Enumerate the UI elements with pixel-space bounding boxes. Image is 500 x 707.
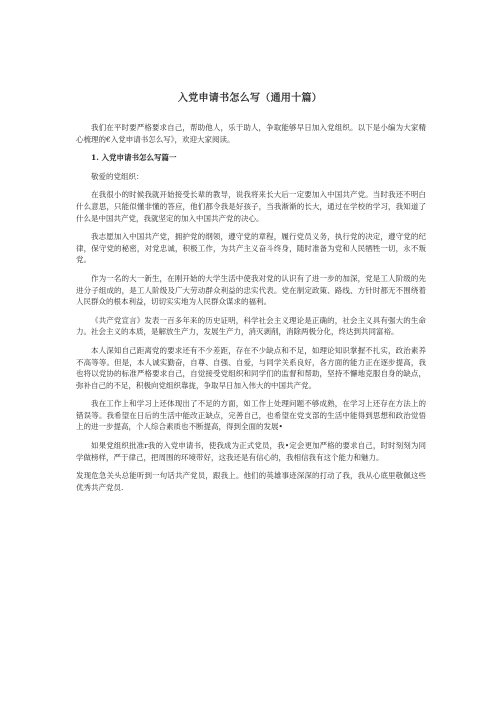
body-paragraph: 作为一名的大一新生，在刚开始的大学生活中使我对党的认识有了进一步的加深，党是工人阶级的先进分子组成的，是工人阶级及广大劳动群众利益的忠实代表。党在制定政策、路线、方针时都无不围绕着人民群众的根本利益，切切实实地为人民群众谋求的福利。 <box>76 273 426 307</box>
section-heading: 1. 入党申请书怎么写篇一 <box>91 153 177 163</box>
body-paragraph: 在我很小的时候我就开始接受长辈的教导，说我将来长大后一定要加入中国共产党。当时我还不明白什么意思，只能似懂非懂的答应，他们都令我是好孩子，当我渐渐的长大，通过在学校的学习，我知道了什么是中国共产党，我就坚定的加入中国共产党的决心。 <box>76 190 426 223</box>
document-title: 入党申请书怎么写（通用十篇） <box>177 93 323 104</box>
document-body <box>76 122 426 500</box>
body-paragraph: 本人深知自己距离党的要求还有不少差距，存在不少缺点和不足，如理论知识掌握不扎实，政治素养不高等等。但是，本人诚实勤奋，自尊、自强、自爱，与同学关系良好，各方面的能力正在逐步提高，我也将以党协的标准严格要求自己，自觉接受党组织和同学们的监督和帮助，坚持不懈地克服自身的缺点，弥补自己的不足，积极向党组织靠拢，争取早日加入伟大的中国共产党。 <box>76 345 426 390</box>
closing-paragraph: 发现危急关头总能听到一句话共产党员，跟我上。他们的英雄事迹深深的打动了我，我从心底里敬佩这些优秀共产党员. <box>76 471 426 492</box>
body-paragraph: 我志愿加入中国共产党，拥护党的纲领，遵守党的章程，履行党员义务，执行党的决定，遵守党的纪律，保守党的秘密，对党忠诚，积极工作，为共产主义奋斗终身，随时准备为党和人民牺牲一切，永不叛党。 <box>76 232 426 265</box>
intro-paragraph: 我们在平时要严格要求自己，帮助他人，乐于助人，争取能够早日加入党组织。以下是小编为大家精心梳理的€入党申请书怎么写》，欢迎大家阅读。 <box>76 123 426 144</box>
body-paragraph: 《共产党宣言》发表一百多年来的历史证明，科学社会主义理论是正确的，社会主义具有强大的生命力。社会主义的本质，是解放生产力，发展生产力，消灭剥削，消除两极分化，终达到共同富裕。 <box>76 315 426 337</box>
salutation: 敬爱的党组织： <box>91 171 144 181</box>
body-paragraph: 我在工作上和学习上还体现出了不足的方面，如工作上处理问题不够成熟，在学习上还存在方法上的错误等。我希望在日后的生活中能改正缺点，完善自己，也希望在党支部的生活中能得到思想和政治觉悟上的进一步提高，个人综合素质也不断提高，得到全面的发展• <box>76 399 426 432</box>
body-paragraph: 如果党组织批准r我的入党申请书，使我成为正式党员，我•定会更加严格的要求自己，时时刻刻为同学做榜样，严于律己，把周围的环境带好，这我还是有信心的，我相信我有这个能力和魅力。 <box>76 441 426 462</box>
